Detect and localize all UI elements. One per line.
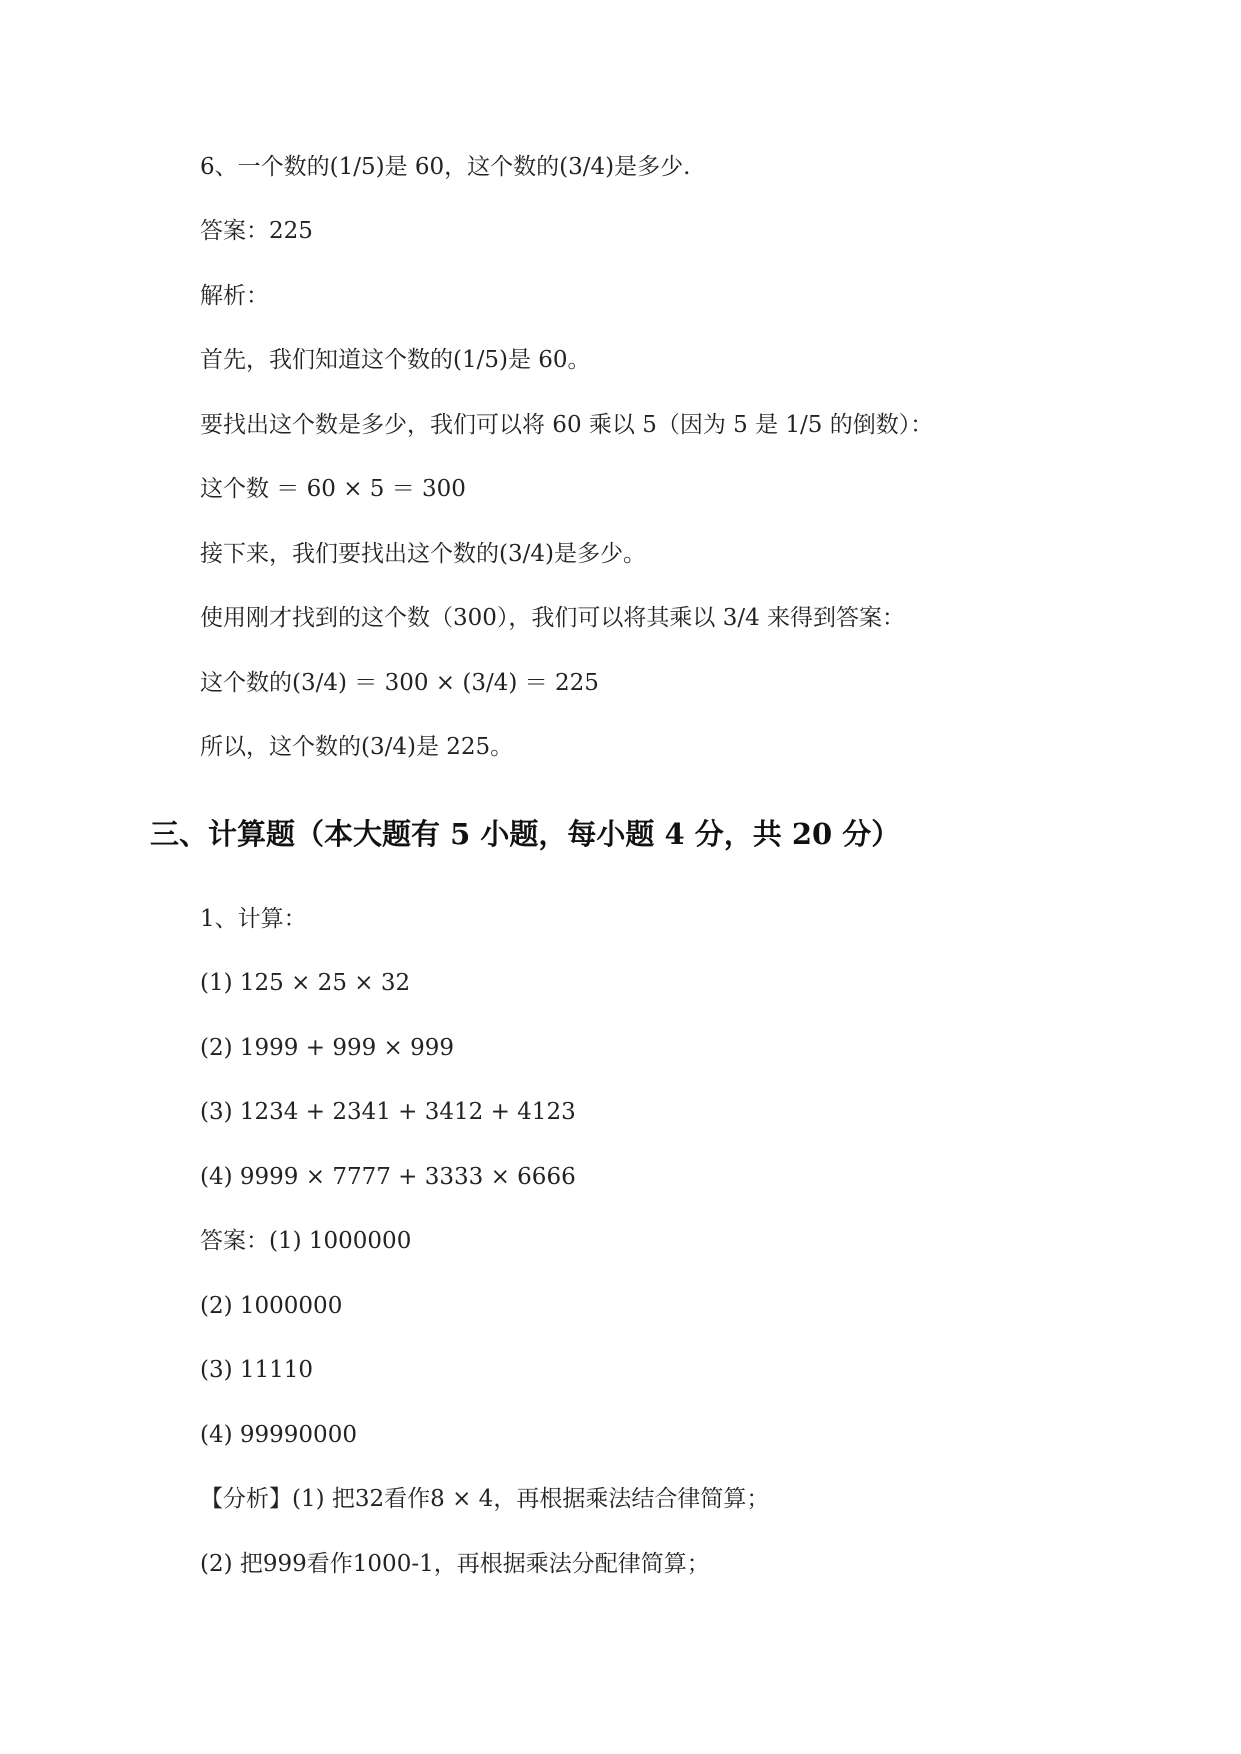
answer-text: 答案：225 (200, 218, 313, 244)
question-1-text: 1、计算： (200, 906, 307, 932)
calc-answer: (4) 99990000 (200, 1422, 357, 1448)
calc-item: (3) 1234 + 2341 + 3412 + 4123 (200, 1099, 576, 1125)
calc-item: (4) 9999 × 7777 + 3333 × 6666 (200, 1164, 576, 1190)
calc-item: (2) 1999 + 999 × 999 (200, 1035, 455, 1061)
analysis-step: 要找出这个数是多少，我们可以将 60 乘以 5（因为 5 是 1/5 的倒数）： (200, 412, 934, 438)
section-heading: 三、计算题（本大题有 5 小题，每小题 4 分，共 20 分） (150, 817, 901, 851)
question-6-text: 6、一个数的(1/5)是 60，这个数的(3/4)是多少. (200, 154, 691, 180)
analysis-step: 接下来，我们要找出这个数的(3/4)是多少。 (200, 541, 646, 567)
calc-analysis: 【分析】(1) 把32看作8 × 4，再根据乘法结合律简算； (200, 1486, 770, 1512)
calc-analysis: (2) 把999看作1000-1，再根据乘法分配律简算； (200, 1551, 710, 1577)
calc-item: (1) 125 × 25 × 32 (200, 970, 411, 996)
analysis-step: 使用刚才找到的这个数（300），我们可以将其乘以 3/4 来得到答案： (200, 605, 906, 631)
analysis-step: 这个数的(3/4) ＝ 300 × (3/4) ＝ 225 (200, 670, 599, 696)
analysis-step: 首先，我们知道这个数的(1/5)是 60。 (200, 347, 591, 373)
analysis-label: 解析： (200, 283, 269, 309)
analysis-step: 这个数 ＝ 60 × 5 ＝ 300 (200, 476, 466, 502)
analysis-step: 所以，这个数的(3/4)是 225。 (200, 734, 514, 760)
calc-answer: (3) 11110 (200, 1357, 314, 1383)
calc-answer: (2) 1000000 (200, 1293, 343, 1319)
calc-answer: 答案：(1) 1000000 (200, 1228, 412, 1254)
